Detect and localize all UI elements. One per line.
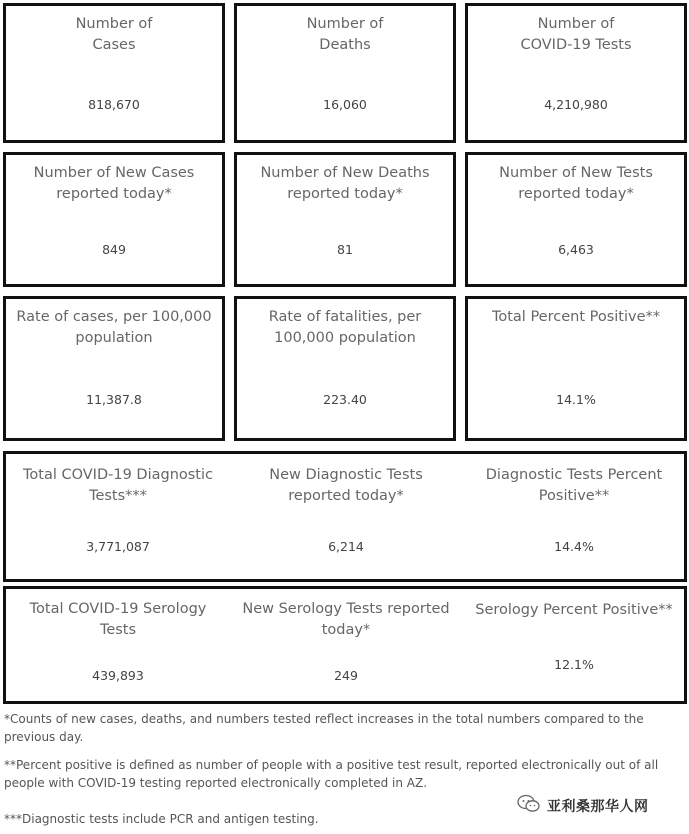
stat-value: 16,060	[323, 97, 367, 112]
footnote-diagnostic-tests: ***Diagnostic tests include PCR and antigen testing.	[4, 812, 319, 826]
footnote-new-counts: *Counts of new cases, deaths, and numbers tested reflect increases in the total numbers compared to the previous day.	[4, 712, 644, 744]
stat-value: 439,893	[92, 668, 144, 683]
watermark	[517, 794, 649, 818]
serology-percent-cell	[462, 589, 686, 701]
diagnostic-new-cell	[234, 454, 458, 579]
stat-label: Number of COVID-19 Tests	[520, 16, 632, 53]
stat-label: Rate of fatalities, per 100,000 population	[268, 309, 422, 346]
stat-label: Number of New Deaths reported today*	[260, 165, 430, 202]
stat-label: New Serology Tests reported today*	[242, 601, 450, 638]
stat-label: Number of New Tests reported today*	[499, 165, 653, 202]
stat-value: 4,210,980	[544, 97, 608, 112]
stat-label: Number of New Cases reported today*	[33, 165, 195, 202]
stat-label: New Diagnostic Tests reported today*	[269, 467, 423, 504]
stat-card-new-tests	[465, 152, 687, 287]
stat-value: 81	[337, 242, 353, 257]
stat-card-deaths	[234, 3, 456, 143]
diagnostic-total-cell	[6, 454, 230, 579]
stat-label: Total COVID-19 Serology Tests	[29, 601, 207, 638]
stat-value: 6,463	[558, 242, 594, 257]
stat-value: 249	[334, 668, 358, 683]
stat-value: 223.40	[323, 392, 367, 407]
stat-value: 14.4%	[554, 539, 594, 554]
stat-card-percent-positive	[465, 296, 687, 441]
wechat-icon	[517, 794, 541, 818]
stat-value: 12.1%	[554, 657, 594, 672]
stat-label: Serology Percent Positive**	[475, 602, 673, 618]
diagnostic-tests-panel	[3, 451, 687, 582]
stat-card-cases	[3, 3, 225, 143]
stat-card-case-rate	[3, 296, 225, 441]
stat-value: 6,214	[328, 539, 364, 554]
stat-card-fatality-rate	[234, 296, 456, 441]
stat-label: Number of Cases	[75, 16, 153, 53]
stat-label: Total COVID-19 Diagnostic Tests***	[23, 467, 213, 504]
serology-tests-panel	[3, 586, 687, 704]
serology-total-cell	[6, 589, 230, 701]
stat-label: Diagnostic Tests Percent Positive**	[485, 467, 663, 504]
watermark-text: 亚利桑那华人网	[547, 799, 649, 815]
stat-label: Rate of cases, per 100,000 population	[16, 309, 212, 346]
stat-value: 3,771,087	[86, 539, 150, 554]
stat-card-tests	[465, 3, 687, 143]
stat-value: 818,670	[88, 97, 140, 112]
stat-value: 11,387.8	[86, 392, 142, 407]
diagnostic-percent-cell	[462, 454, 686, 579]
footnote-percent-positive: **Percent positive is defined as number of people with a positive test result, reported electronically out of all people with COVID-19 testing reported electronically completed in AZ.	[4, 758, 659, 790]
stat-value: 849	[102, 242, 126, 257]
stat-label: Number of Deaths	[306, 16, 384, 53]
stat-card-new-deaths	[234, 152, 456, 287]
serology-new-cell	[234, 589, 458, 701]
stat-label: Total Percent Positive**	[491, 309, 661, 325]
stat-value: 14.1%	[556, 392, 596, 407]
stat-card-new-cases	[3, 152, 225, 287]
